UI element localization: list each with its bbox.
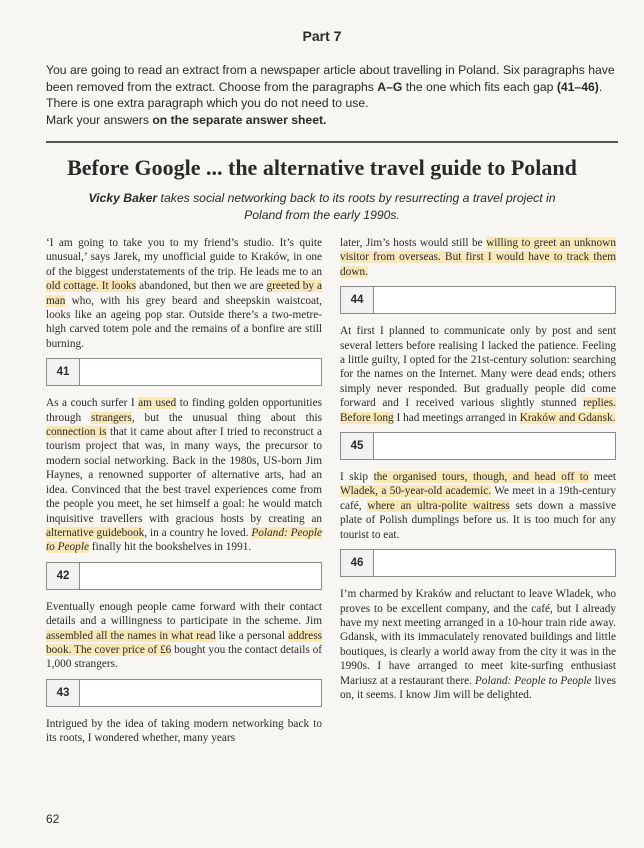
text-run: , but the unusual thing about this <box>131 411 323 424</box>
text-run: like a personal <box>215 629 289 642</box>
highlight: alternative guidebook <box>46 526 145 539</box>
paragraph-2 <box>46 396 322 554</box>
instructions-bold-options: A–G <box>377 79 403 94</box>
instructions-bold-gaps: (41–46) <box>556 79 599 94</box>
standfirst-text: takes social networking back to its roots by resurrecting a travel project in Poland from the early 1990s. <box>157 191 556 222</box>
part-title: Part 7 <box>302 28 342 44</box>
highlight: the organised tours, though, and head off to <box>373 471 589 484</box>
text-run: finally hit the bookshelves in 1991. <box>88 541 252 554</box>
paragraph-4 <box>46 717 322 746</box>
highlight: address book. The cover price of £6 <box>46 629 322 656</box>
gap-46[interactable] <box>340 549 616 577</box>
gap-number: 42 <box>47 563 80 589</box>
gap-blank[interactable] <box>80 563 321 589</box>
highlight: Wladek, a 50-year-old academic. <box>340 485 492 498</box>
highlight: strangers <box>91 411 132 424</box>
gap-blank[interactable] <box>80 680 321 706</box>
text-run: later, Jim’s hosts would still be <box>340 237 487 249</box>
paragraph-8 <box>340 587 616 702</box>
gap-blank[interactable] <box>80 359 321 385</box>
highlight: Kraków and Gdansk. <box>519 411 616 424</box>
text-run: meet <box>588 471 616 484</box>
instructions-bold-answer-sheet: on the separate answer sheet. <box>152 112 327 127</box>
gap-45[interactable] <box>340 432 616 460</box>
gap-blank[interactable] <box>374 287 615 313</box>
instructions-text-3: . There is one extra paragraph which you do not need to use. <box>46 79 603 110</box>
text-run: , in a country he loved. <box>144 526 252 539</box>
paragraph-1 <box>46 236 322 351</box>
highlight: replies. Before long <box>340 397 616 424</box>
text-run: Eventually enough people came forward with their contact details and a willingness to participate in the scheme. Jim <box>46 600 322 628</box>
paragraph-5 <box>340 236 616 279</box>
gap-43[interactable] <box>46 679 322 707</box>
gap-41[interactable] <box>46 358 322 386</box>
instructions <box>46 62 618 128</box>
text-run: who, with his grey beard and sheepskin waistcoat, looks like an ageing pop star. Outside there’s a two-metre-high carved totem pole and the remains of a bonfire are still burning. <box>46 294 322 350</box>
paragraph-6 <box>340 324 616 425</box>
highlight: assembled all the names in what read <box>46 629 216 642</box>
text-run: As a couch surfer I <box>46 397 139 410</box>
instructions-text-2: the one which fits each gap <box>402 79 557 94</box>
text-run: that it came about after I tried to reconstruct a tourism project that was, in many ways, the precursor to modern social networking. Back in the 1980s, US-born Jim Haynes, a renowned supporter of alternative arts, had an idea. Convinced that the best travel experiences come from the people you meet, he set himself a goal: he would match inquisitive travellers with gracious hosts by creating an <box>46 426 323 525</box>
text-run: I skip <box>340 471 374 484</box>
gap-42[interactable] <box>46 562 322 590</box>
right-column <box>340 236 616 709</box>
paragraph-3 <box>46 600 322 672</box>
highlight: where an ultra-polite waitress <box>367 499 510 512</box>
highlight: greeted by a man <box>46 280 322 307</box>
text-run: I had meetings arranged in <box>393 411 520 424</box>
article-standfirst <box>70 190 574 223</box>
paragraph-7 <box>340 470 616 542</box>
text-run: abandoned, but then we are <box>136 280 267 293</box>
gap-blank[interactable] <box>374 550 615 576</box>
text-run: Intrigued by the idea of taking modern networking back to its roots, I wondered whether, many years <box>46 717 322 745</box>
left-column <box>46 236 322 753</box>
book-title: Poland: People to People <box>474 674 592 687</box>
text-run: At first I planned to communicate only by post and sent several letters before realising I lacked the patience. Feeling a little guilty, I opted for the 21st-century solution: searching for the names on the Internet. Many were dead ends; others simply never responded. But gradually people did come forward and I received various slightly stunned <box>340 325 616 410</box>
gap-blank[interactable] <box>374 433 615 459</box>
author-name: Vicky Baker <box>88 191 158 205</box>
text-run: We meet in a 19th-century café, <box>340 485 616 512</box>
gap-number: 46 <box>341 550 374 576</box>
gap-44[interactable] <box>340 286 616 314</box>
instructions-text-4: Mark your answers <box>46 112 153 127</box>
article-headline: Before Google ... the alternative travel guide to Poland <box>67 155 577 180</box>
gap-number: 41 <box>47 359 80 385</box>
book-title: Poland: People to People <box>46 526 322 554</box>
highlight: old cottage. It looks <box>46 280 137 293</box>
divider-rule <box>46 141 618 143</box>
page-number: 62 <box>46 812 60 826</box>
highlight: connection is <box>46 426 107 439</box>
text-run: lives on, it seems. I know Jim will be delighted. <box>340 674 616 701</box>
instructions-text-1: You are going to read an extract from a newspaper article about travelling in Poland. Six paragraphs have been removed from the extract. Choose from the paragraphs <box>46 63 615 94</box>
gap-number: 45 <box>341 433 374 459</box>
text-run: ‘I am going to take you to my friend’s studio. It’s quite unusual,’ says Jarek, my unofficial guide to Kraków, in one of the biggest understatements of the trip. He leads me to an <box>46 237 322 278</box>
text-run: sets down a massive plate of Polish dumplings before us. It is too much for any tourist to eat. <box>340 499 616 541</box>
gap-number: 44 <box>341 287 374 313</box>
text-run: to finding golden opportunities through <box>46 397 322 424</box>
highlight: willing to greet an unknown visitor from overseas. But first I would have to track them down. <box>340 237 616 278</box>
text-run: I’m charmed by Kraków and reluctant to leave Wladek, who proves to be excellent company, and the café, but I already have my next meeting arranged in a 10-hour train ride away. Gdansk, with its immaculately renovated buildings and little boutiques, is clearly a world away from the city it was in the 1990s. I have arranged to meet kite-surfing enthusiast Mariusz at a restaurant there. <box>340 588 616 687</box>
highlight: am used <box>138 397 177 410</box>
gap-number: 43 <box>47 680 80 706</box>
text-run: bought you the contact details of 1,000 strangers. <box>46 643 322 671</box>
